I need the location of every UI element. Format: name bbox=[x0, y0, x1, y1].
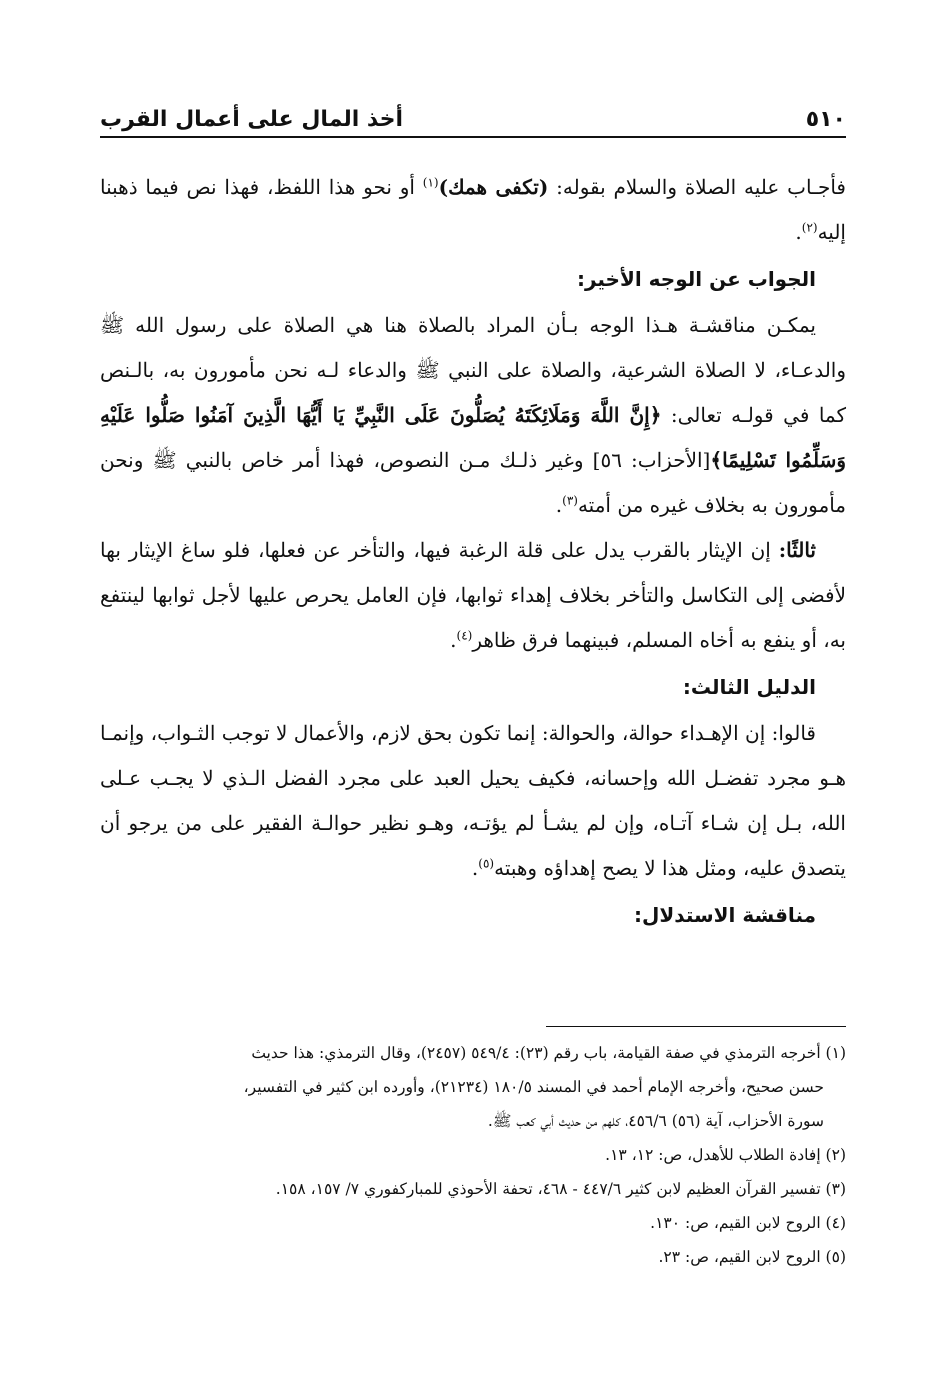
paragraph-3 bbox=[100, 528, 846, 663]
footnote-1-line-1: (١) أخرجه الترمذي في صفة القيامة، باب رقم (٢٣): ٥٤٩/٤ (٢٤٥٧)، وقال الترمذي: هذا حديث bbox=[251, 1044, 846, 1062]
footnote-1-line-3: سورة الأحزاب، آية (٥٦) ٤٥٦/٦، كلهم من حديث أبي كعب ﷺ. bbox=[487, 1112, 824, 1130]
footnote-ref-5: (٥) bbox=[478, 856, 495, 871]
paragraph-2-end: . bbox=[555, 493, 563, 517]
footnote-ref-4: (٤) bbox=[456, 628, 473, 643]
paragraph-1 bbox=[100, 165, 846, 255]
footnote-5: (٥) الروح لابن القيم، ص: ٢٣. bbox=[658, 1248, 846, 1266]
paragraph-1-text-a: فأجـاب عليه الصلاة والسلام بقوله: bbox=[548, 175, 846, 199]
footnote-separator bbox=[546, 1026, 846, 1027]
paragraph-4-text: قالوا: إن الإهـداء حوالة، والحوالة: إنما تكون بحق لازم، والأعمال لا توجب الثـواب، وإنمـا هـو مجرد تفضـل الله وإحسانه، فكيف يحيل العبد على مجرد الفضل الـذي لا يجـب عـلى الله، بـل إن شـاء آتـاه، وإن لم يشـأ لم يؤتـه، وهـو نظير حوالـة الفقير على من يرجو أن يتصدق عليه، ومثل هذا لا يصح إهداؤه وهبته bbox=[100, 721, 846, 880]
heading-discussion: مناقشة الاستدلال: bbox=[634, 903, 816, 927]
paragraph-2-text-b: [الأحزاب: ٥٦] وغير ذلـك مـن النصوص، فهذا أمر خاص بالنبي ﷺ ونحن مأمورون به بخلاف غيره من أمته bbox=[100, 448, 846, 517]
paragraph-4-end: . bbox=[471, 856, 479, 880]
quran-verse: ﴿إِنَّ اللَّهَ وَمَلَائِكَتَهُ يُصَلُّونَ عَلَى النَّبِيِّ يَا أَيُّهَا الَّذِينَ آمَنُوا صَلُّوا عَلَيْهِ وَسَلِّمُوا تَسْلِيمًا﴾ bbox=[100, 403, 846, 472]
footnote-ref-1: (١) bbox=[422, 175, 439, 190]
paragraph-3-end: . bbox=[450, 628, 457, 652]
paragraph-1-end: . bbox=[795, 220, 802, 244]
main-text bbox=[100, 165, 846, 939]
heading-third-evidence: الدليل الثالث: bbox=[682, 675, 816, 699]
footnotes bbox=[100, 1036, 846, 1274]
third-point-label: ثالثًا: bbox=[778, 538, 816, 562]
footnote-2: (٢) إفادة الطلاب للأهدل، ص: ١٢، ١٣. bbox=[605, 1146, 846, 1164]
footnote-1-line-2: حسن صحيح، وأخرجه الإمام أحمد في المسند ١٨٠/٥ (٢١٢٣٤)، وأورده ابن كثير في التفسير، bbox=[243, 1078, 824, 1096]
heading-last-aspect-answer: الجواب عن الوجه الأخير: bbox=[576, 267, 816, 291]
footnote-ref-2: (٢) bbox=[801, 220, 818, 235]
footnote-4: (٤) الروح لابن القيم، ص: ١٣٠. bbox=[650, 1214, 846, 1232]
footnote-ref-3: (٣) bbox=[562, 493, 578, 508]
running-title: أخذ المال على أعمال القرب bbox=[100, 107, 404, 132]
paragraph-2-text-a: يمكـن مناقشـة هـذا الوجه بـأن المراد بالصلاة هنا هي الصلاة على رسول الله ﷺ والدعـاء، لا الصلاة الشرعية، والصلاة على النبي ﷺ والدعاء لـه نحن مأمورون به، بالـنص كما في قولـه تعالى: bbox=[100, 313, 847, 427]
hadith-quote: (تكفى همك) bbox=[438, 175, 549, 199]
footnote-3: (٣) تفسير القرآن العظيم لابن كثير ٤٤٧/٦ - ٤٦٨، تحفة الأحوذي للمباركفوري ٧/ ١٥٧، ١٥٨. bbox=[275, 1180, 846, 1198]
page-number: ٥١٠ bbox=[805, 107, 846, 132]
paragraph-1-text-b: أو نحو هذا اللفظ، فهذا نص فيما ذهبنا إليه bbox=[100, 175, 846, 244]
paragraph-4 bbox=[100, 711, 846, 891]
paragraph-3-text: إن الإيثار بالقرب يدل على قلة الرغبة فيها، والتأخر عن فعلها، فلو ساغ الإيثار بها لأفضى إلى التكاسل والتأخر بخلاف إهداء ثوابها، فإن العامل يحرص عليها لأجل ثوابها لينتفع به، أو ينفع به أخاه المسلم، فبينهما فرق ظاهر bbox=[100, 538, 846, 652]
paragraph-2 bbox=[100, 303, 846, 528]
page-header bbox=[100, 88, 846, 138]
